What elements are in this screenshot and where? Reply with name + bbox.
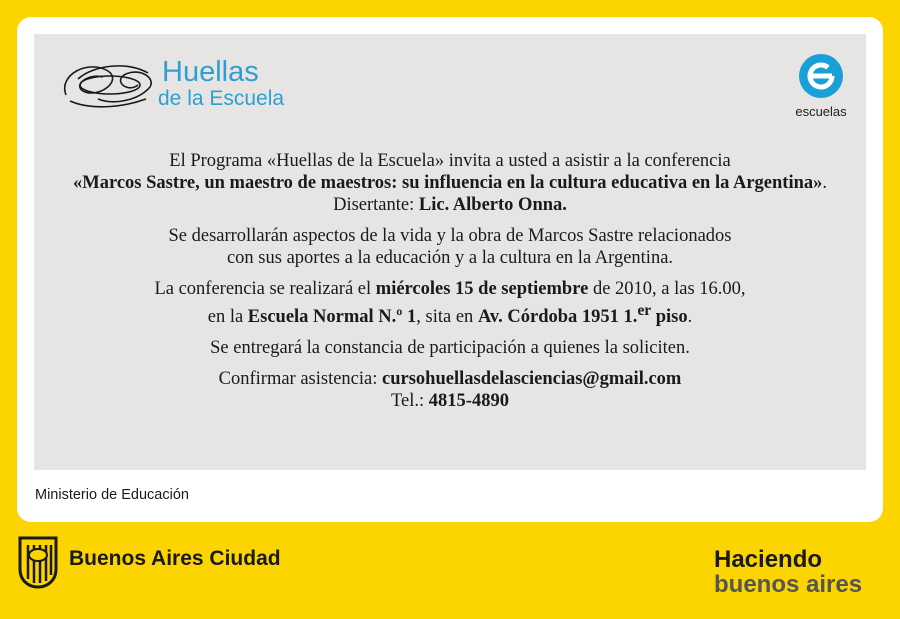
p3-intro: La conferencia se realizará el — [154, 279, 376, 299]
huellas-swirl-icon — [58, 55, 158, 115]
rsvp-label: Confirmar asistencia: — [218, 369, 383, 390]
paragraph-invitation — [50, 150, 850, 216]
event-date: miércoles 15 de septiembre — [375, 279, 589, 299]
phone-number: 4815-4890 — [428, 391, 509, 412]
p2-line1: Se desarrollarán aspectos de la vida y la obra de Marcos Sastre relacionados — [168, 226, 732, 246]
phone-label: Tel.: — [391, 391, 429, 412]
escuelas-logo — [788, 54, 854, 122]
logo-title: Huellas — [162, 56, 259, 88]
p3-period: . — [687, 307, 693, 328]
p2-line2: con sus aportes a la educación y a la cultura en la Argentina. — [226, 248, 674, 268]
paragraph-schedule — [50, 278, 850, 328]
escuelas-label: escuelas — [795, 104, 847, 119]
rsvp-email[interactable]: cursohuellasdelasciencias@gmail.com — [382, 369, 682, 390]
p3-located: , sita en — [416, 307, 478, 328]
paragraph-topics — [50, 225, 850, 269]
venue-name: Escuela Normal N.º 1 — [247, 307, 417, 328]
p1-speaker-label: . Disertante: — [333, 173, 828, 215]
logo-subtitle: de la Escuela — [158, 87, 285, 110]
invitation-text — [50, 150, 850, 421]
speaker-name: Lic. Alberto Onna. — [418, 195, 567, 215]
paragraph-contact — [50, 368, 850, 412]
slogan-line1: Haciendo — [714, 546, 823, 573]
paragraph-certificate: Se entregará la constancia de participación a quienes la soliciten. — [210, 338, 690, 359]
escuelas-icon — [788, 54, 854, 104]
p3-year-time: de 2010, a las 16.00, — [588, 279, 746, 299]
city-brand — [17, 535, 337, 589]
p1-intro: El Programa «Huellas de la Escuela» invita a usted a asistir a la conferencia — [169, 151, 731, 171]
slogan-line2: buenos aires — [714, 571, 863, 598]
slogan — [714, 547, 862, 597]
city-name: Buenos Aires Ciudad — [69, 547, 281, 570]
ministry-label: Ministerio de Educación — [35, 487, 189, 503]
p3-in: en la — [207, 307, 248, 328]
huellas-logo — [58, 55, 328, 115]
conference-title: «Marcos Sastre, un maestro de maestros: su influencia en la cultura educativa en la Argentina» — [72, 173, 823, 193]
city-emblem-icon — [17, 535, 59, 589]
venue-address: Av. Córdoba 1951 1.$^{er}$ piso — [477, 302, 688, 328]
